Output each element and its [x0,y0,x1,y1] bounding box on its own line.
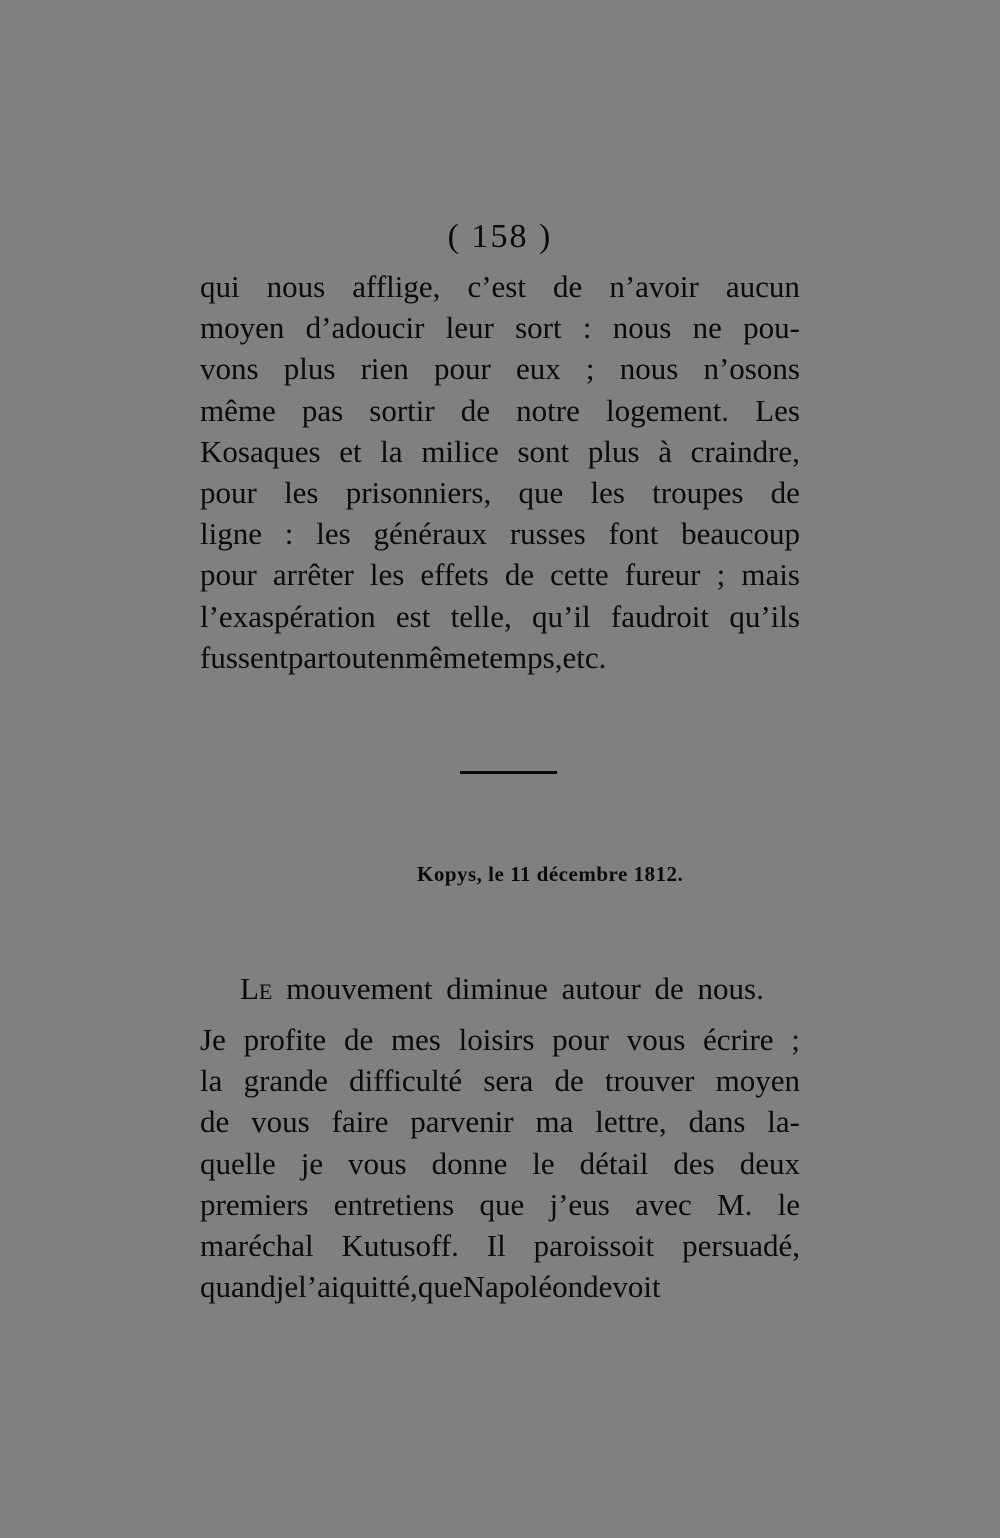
drop-word: Le [240,971,273,1006]
text-line: pour les prisonniers, que les troupes de [200,475,800,510]
text-line: maréchal Kutusoff. Il paroissoit persuadé, [200,1228,800,1263]
text-line: l’exaspération est telle, qu’il faudroit qu’ils [200,598,800,634]
text-line: premiers entretiens que j’eus avec M. le [200,1186,800,1222]
first-line-rest: mouvement diminue autour de nous. [286,971,764,1006]
text-line: quelle je vous donne le détail des deux [200,1145,800,1181]
text-line: pour arrêter les effets de cette fureur ; mais [200,557,800,593]
text-line: la grande difficulté sera de trouver moyen [200,1063,800,1099]
text-line: Kosaques et la milice sont plus à craindre, [200,433,800,469]
dateline: Kopys, le 11 décembre 1812. [417,862,684,886]
paragraph-2-first-line [240,968,800,1009]
text-line: vons plus rien pour eux ; nous n’osons [200,351,800,387]
text-line: Je profite de mes loisirs pour vous écrire ; [200,1022,800,1057]
text-line: fussent partout en même temps, etc. [200,639,607,675]
text-line: qui nous afflige, c’est de n’avoir aucun [200,269,800,304]
section-rule [460,771,557,774]
text-line: même pas sortir de notre logement. Les [200,392,800,428]
text-line: de vous faire parvenir ma lettre, dans la- [200,1104,800,1140]
text-line: ligne : les généraux russes font beaucoup [200,516,800,552]
text-line: quand je l’ai quitté, que Napoléon devoit [200,1269,661,1305]
text-line: moyen d’adoucir leur sort : nous ne pou- [200,310,800,346]
page-number: ( 158 ) [447,218,553,255]
